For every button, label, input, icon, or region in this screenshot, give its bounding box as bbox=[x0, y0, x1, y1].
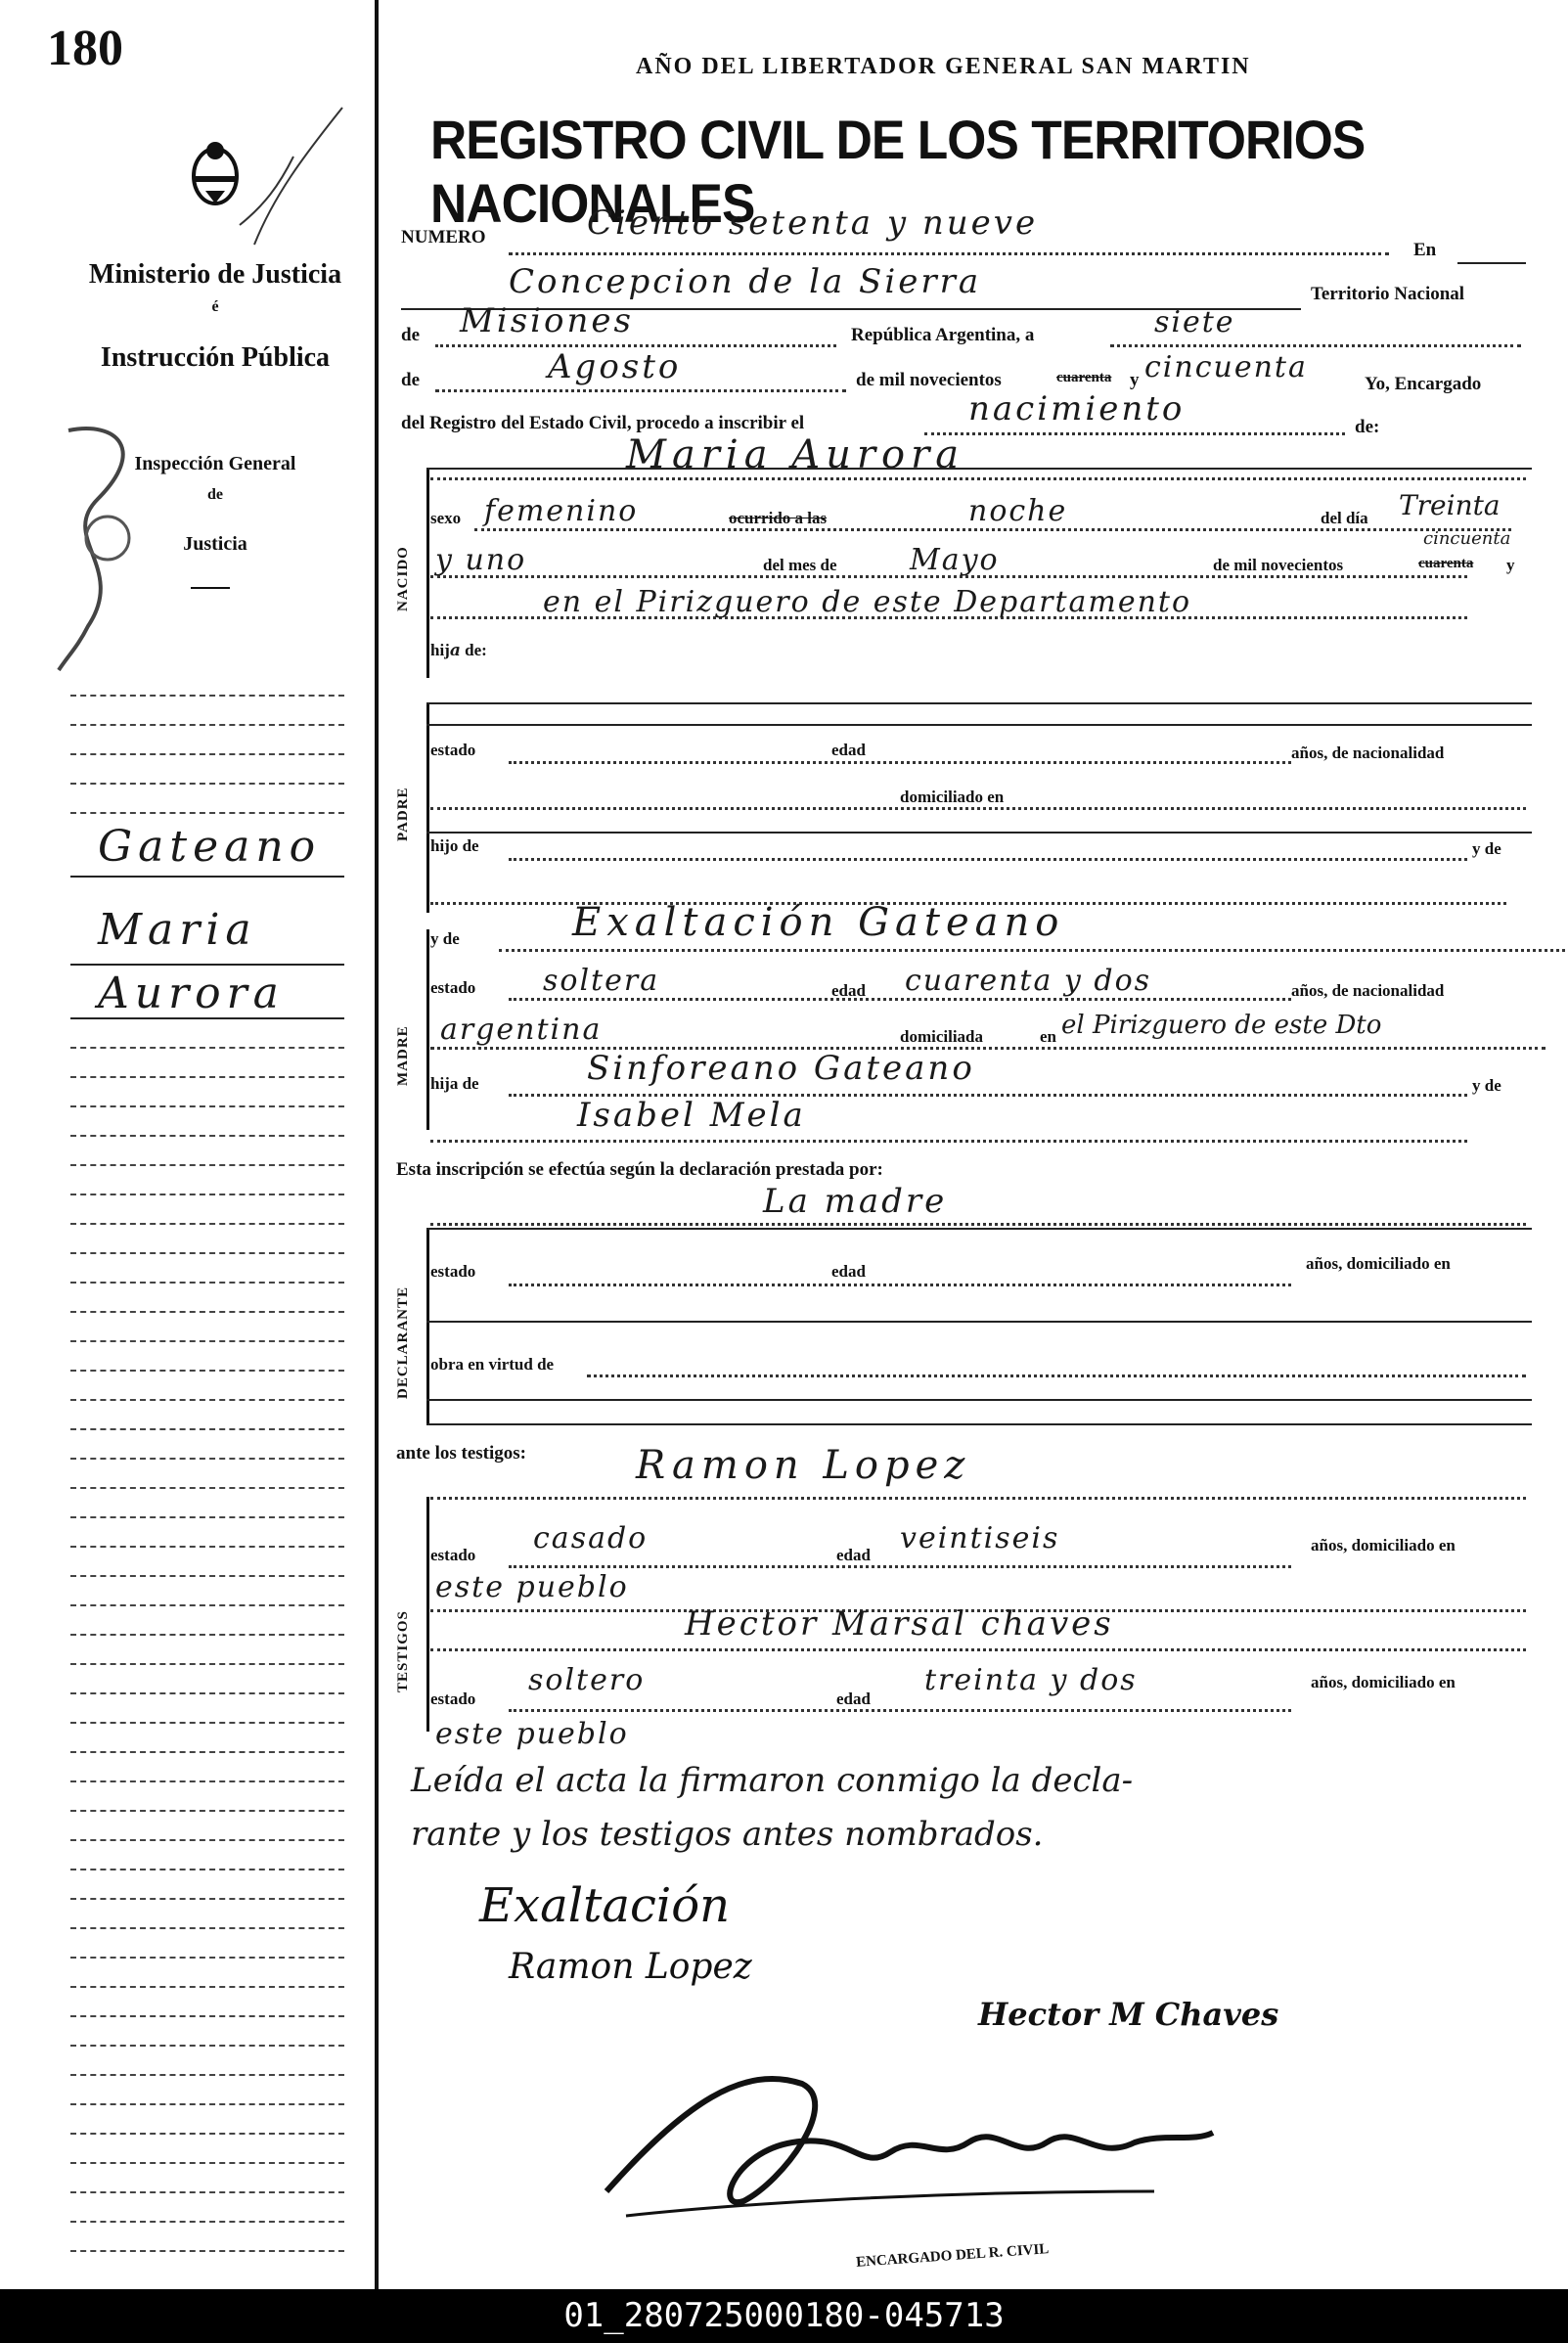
nacido-bracket bbox=[426, 468, 429, 678]
margin-given-name-2: Aurora bbox=[98, 969, 285, 1018]
hija-suffix: a bbox=[449, 641, 461, 660]
padre-y-de-label: y de bbox=[1472, 839, 1501, 858]
margin-stamp-scribble-icon bbox=[39, 411, 166, 675]
padre-bracket bbox=[426, 702, 429, 913]
month-de-label: de bbox=[401, 370, 420, 390]
madre-bracket bbox=[426, 929, 429, 1130]
padre-estado-label: estado bbox=[430, 741, 476, 759]
madre-y-de-label: y de bbox=[430, 929, 460, 948]
padre-top-line bbox=[426, 702, 1532, 704]
w2-estado-line bbox=[509, 1709, 1291, 1712]
w1-estado-label: estado bbox=[430, 1546, 476, 1564]
hija-prefix: hij bbox=[430, 641, 450, 659]
del-dia-label: del día bbox=[1321, 509, 1368, 527]
year-y: y bbox=[1130, 370, 1140, 390]
inspection-line3: Justicia bbox=[183, 533, 247, 555]
madre-parent1-value: Sinforeano Gateano bbox=[587, 1049, 975, 1088]
place-born-value: en el Pirizguero de este Departamento bbox=[543, 585, 1192, 619]
margin-surname: Gateano bbox=[98, 822, 322, 872]
madre-name-value: Exaltación Gateano bbox=[572, 900, 1065, 945]
nacido-year-label: de mil novecientos bbox=[1213, 556, 1344, 574]
month-field-line bbox=[435, 389, 846, 392]
year-struck-cuarenta: cuarenta bbox=[1056, 370, 1112, 385]
w2-edad-label: edad bbox=[836, 1690, 871, 1708]
w1-estado-value: casado bbox=[533, 1521, 649, 1555]
declarante-bracket bbox=[426, 1228, 429, 1423]
header-top-line: AÑO DEL LIBERTADOR GENERAL SAN MARTIN bbox=[636, 54, 1251, 79]
act-field-line bbox=[924, 432, 1345, 435]
numero-value: Ciento setenta y nueve bbox=[587, 203, 1039, 243]
declarante-estado-line bbox=[509, 1284, 1291, 1286]
day-value: siete bbox=[1154, 305, 1235, 339]
republica-label: República Argentina, a bbox=[851, 325, 1035, 345]
place-value: Concepcion de la Sierra bbox=[509, 262, 982, 301]
madre-estado-label: estado bbox=[430, 978, 476, 997]
ocurrido-label: ocurrido a las bbox=[729, 509, 828, 527]
padre-domiciliado-label: domiciliado en bbox=[900, 788, 1005, 806]
declarante-line-2 bbox=[426, 1321, 1532, 1323]
nacido-year-y: y bbox=[1506, 556, 1515, 574]
margin-given-name-1: Maria bbox=[98, 905, 257, 955]
declaracion-label: Esta inscripción se efectúa según la declaración prestada por: bbox=[396, 1159, 883, 1180]
declarante-estado-label: estado bbox=[430, 1262, 476, 1281]
declarante-obra-line bbox=[587, 1374, 1526, 1377]
w2-edad-value: treinta y dos bbox=[924, 1663, 1138, 1697]
mes-value: Mayo bbox=[910, 543, 1000, 577]
ministry-line1: Ministerio de Justicia bbox=[88, 259, 342, 290]
w1-edad-label: edad bbox=[836, 1546, 871, 1564]
sexo-value: femenino bbox=[484, 494, 639, 528]
w2-estado-label: estado bbox=[430, 1690, 476, 1708]
w1-estado-line bbox=[509, 1565, 1291, 1568]
padre-edad-label: edad bbox=[831, 741, 866, 759]
declarante-obra-label: obra en virtud de bbox=[430, 1355, 555, 1374]
closing-line1: Leída el acta la firmaron conmigo la decla- bbox=[411, 1761, 1134, 1800]
w1-name-value: Ramon Lopez bbox=[636, 1443, 971, 1488]
territory-de-label: de bbox=[401, 325, 420, 345]
registrar-signature-icon bbox=[567, 2045, 1252, 2240]
declarante-bottom-line-2 bbox=[426, 1423, 1532, 1425]
inspection-line2: de bbox=[207, 486, 223, 503]
signature-hector-chaves: Hector M Chaves bbox=[978, 1996, 1279, 2033]
document-title: REGISTRO CIVIL DE LOS TERRITORIOS NACIONALES bbox=[430, 109, 1366, 234]
en-field-line bbox=[1457, 262, 1526, 264]
w2-name-value: Hector Marsal chaves bbox=[685, 1604, 1114, 1644]
signature-ramon-lopez: Ramon Lopez bbox=[509, 1947, 752, 1987]
hija-de: de: bbox=[465, 641, 487, 659]
padre-hijo-de-line bbox=[509, 858, 1467, 861]
encargado-label: Yo, Encargado bbox=[1365, 374, 1482, 394]
madre-estado-line bbox=[509, 998, 1291, 1001]
inspection-underline bbox=[191, 587, 230, 589]
padre-line-3 bbox=[426, 832, 1532, 834]
numero-field-line bbox=[509, 252, 1389, 255]
w1-domicile-value: este pueblo bbox=[435, 1570, 629, 1604]
testigos-section-label: TESTIGOS bbox=[395, 1610, 411, 1692]
en-label: En bbox=[1413, 240, 1437, 260]
madre-hija-de-label: hija de bbox=[430, 1074, 479, 1093]
territorio-label: Territorio Nacional bbox=[1311, 284, 1465, 304]
time-value: noche bbox=[968, 494, 1068, 528]
declarante-anos-label: años, domiciliado en bbox=[1306, 1254, 1451, 1273]
margin-name-underline-2 bbox=[70, 964, 344, 966]
madre-edad-value: cuarenta y dos bbox=[905, 964, 1152, 998]
ante-testigos-label: ante los testigos: bbox=[396, 1443, 526, 1464]
nacido-section-label: NACIDO bbox=[395, 546, 411, 611]
madre-edad-label: edad bbox=[831, 981, 866, 1000]
child-name-line bbox=[430, 477, 1526, 480]
madre-estado-value: soltera bbox=[543, 964, 660, 998]
margin-name-underline-1 bbox=[70, 876, 344, 878]
day-field-line bbox=[1110, 344, 1521, 347]
declaracion-line bbox=[430, 1223, 1526, 1226]
dia-value: Treinta bbox=[1399, 489, 1501, 521]
madre-parent2-value: Isabel Mela bbox=[577, 1096, 806, 1135]
w1-anos-label: años, domiciliado en bbox=[1311, 1536, 1456, 1554]
w2-estado-value: soltero bbox=[528, 1663, 646, 1697]
padre-anos-label: años, de nacionalidad bbox=[1291, 743, 1445, 762]
registrar-label: ENCARGADO DEL R. CIVIL bbox=[855, 2241, 1050, 2271]
closing-line2: rante y los testigos antes nombrados. bbox=[411, 1815, 1044, 1854]
numero-label: NUMERO bbox=[401, 227, 486, 248]
footer-code-bar: 01_280725000180-045713 bbox=[0, 2289, 1568, 2343]
declarante-edad-label: edad bbox=[831, 1262, 866, 1281]
declarante-top-line bbox=[426, 1228, 1532, 1230]
w1-name-line bbox=[430, 1497, 1526, 1500]
territory-value: Misiones bbox=[460, 301, 634, 340]
child-name-value: Maria Aurora bbox=[626, 432, 965, 477]
w2-anos-label: años, domiciliado en bbox=[1311, 1673, 1456, 1691]
nacido-top-line bbox=[426, 468, 1532, 470]
declarante-section-label: DECLARANTE bbox=[395, 1285, 411, 1399]
sexo-field-line bbox=[474, 528, 1511, 531]
declarante-bottom-line bbox=[426, 1399, 1532, 1401]
w2-name-line bbox=[430, 1648, 1526, 1651]
madre-en-label: en bbox=[1040, 1027, 1056, 1046]
w2-domicile-value: este pueblo bbox=[435, 1717, 629, 1751]
testigos-bracket bbox=[426, 1497, 429, 1732]
padre-line-2 bbox=[426, 724, 1532, 726]
madre-parent2-line bbox=[430, 1140, 1467, 1143]
padre-estado-line bbox=[509, 761, 1291, 764]
sidebar-divider bbox=[375, 0, 379, 2289]
declaracion-value: La madre bbox=[763, 1182, 948, 1221]
madre-anos-label: años, de nacionalidad bbox=[1291, 981, 1445, 1000]
folio-number: 180 bbox=[47, 21, 123, 76]
act-de-label: de: bbox=[1355, 417, 1380, 437]
registro-label: del Registro del Estado Civil, procedo a inscribir el bbox=[401, 413, 805, 433]
ministry-line3: Instrucción Pública bbox=[100, 342, 331, 373]
madre-y-de-2: y de bbox=[1472, 1076, 1501, 1095]
madre-section-label: MADRE bbox=[395, 1025, 411, 1086]
madre-name-line bbox=[499, 949, 1565, 952]
inspection-line1: Inspección General bbox=[134, 453, 296, 474]
padre-section-label: PADRE bbox=[395, 787, 411, 841]
w1-edad-value: veintiseis bbox=[900, 1521, 1060, 1555]
mes-label: del mes de bbox=[763, 556, 837, 574]
cincuenta-note: cincuenta bbox=[1423, 528, 1511, 549]
month-value: Agosto bbox=[548, 347, 682, 386]
margin-name-underline-3 bbox=[70, 1017, 344, 1019]
dia-value-2: y uno bbox=[435, 543, 527, 577]
signature-exaltacion: Exaltación bbox=[479, 1878, 731, 1933]
padre-domicilio-line bbox=[430, 807, 1526, 810]
year-value: cincuenta bbox=[1144, 350, 1308, 384]
padre-hijo-de-label: hijo de bbox=[430, 836, 479, 855]
margin-scribble-icon bbox=[235, 98, 352, 254]
ministry-line2: é bbox=[211, 298, 219, 315]
nacido-year-struck: cuarenta bbox=[1418, 556, 1474, 571]
hija-label bbox=[430, 641, 487, 660]
year-label: de mil novecientos bbox=[856, 370, 1002, 390]
act-value: nacimiento bbox=[968, 389, 1186, 428]
madre-domicilio-value: el Pirizguero de este Dto bbox=[1061, 1011, 1382, 1040]
madre-domiciliada-label: domiciliada bbox=[900, 1027, 984, 1046]
madre-nacionalidad-value: argentina bbox=[440, 1013, 603, 1047]
sexo-label: sexo bbox=[430, 509, 462, 527]
